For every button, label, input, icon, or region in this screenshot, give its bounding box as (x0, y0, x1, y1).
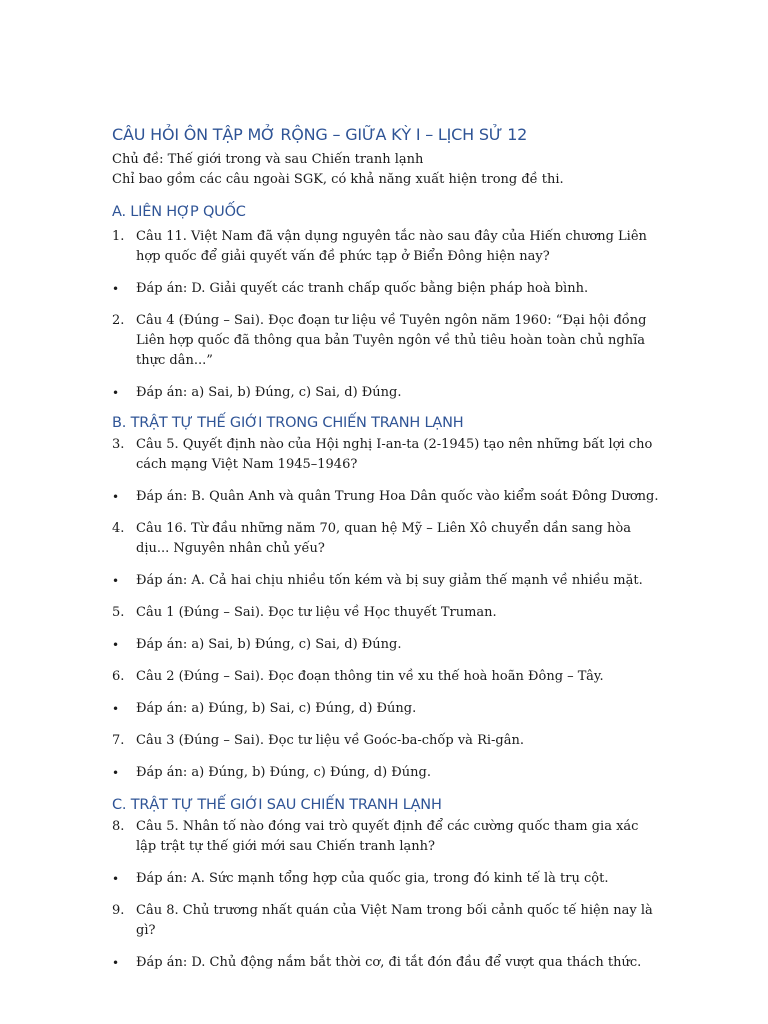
section-heading: C. TRẬT TỰ THẾ GIỚI SAU CHIẾN TRANH LẠNH (112, 797, 442, 813)
answer-item (112, 571, 660, 591)
bullet-icon: • (112, 574, 120, 588)
answer-text: Đáp án: D. Giải quyết các tranh chấp quốc bằng biện pháp hoà bình. (136, 281, 589, 296)
question-text: Câu 11. Việt Nam đã vận dụng nguyên tắc nào sau đây của Hiến chương Liên hợp quốc để giải quyết vấn đề phức tạp ở Biển Đông hiện nay? (136, 229, 647, 264)
question-item (112, 603, 660, 623)
section-a (112, 202, 660, 403)
question-number: 1. (112, 229, 125, 244)
bullet-icon: • (112, 956, 120, 970)
document-note: Chỉ bao gồm các câu ngoài SGK, có khả năng xuất hiện trong đề thi. (112, 172, 564, 187)
section-b (112, 413, 660, 783)
question-number: 3. (112, 437, 125, 452)
question-item (112, 731, 660, 751)
answer-text: Đáp án: A. Cả hai chịu nhiều tốn kém và bị suy giảm thế mạnh về nhiều mặt. (136, 573, 643, 588)
answer-text: Đáp án: a) Đúng, b) Sai, c) Đúng, d) Đúng. (136, 701, 417, 716)
answer-item (112, 635, 660, 655)
bullet-icon: • (112, 282, 120, 296)
question-number: 6. (112, 669, 125, 684)
question-number: 2. (112, 313, 125, 328)
bullet-icon: • (112, 872, 120, 886)
bullet-icon: • (112, 490, 120, 504)
question-item (112, 901, 660, 941)
answer-item (112, 383, 660, 403)
question-text: Câu 5. Quyết định nào của Hội nghị I-an-ta (2-1945) tạo nên những bất lợi cho cách mạng Việt Nam 1945–1946? (136, 437, 653, 472)
question-text: Câu 16. Từ đầu những năm 70, quan hệ Mỹ – Liên Xô chuyển dần sang hòa dịu... Nguyên nhân chủ yếu? (136, 521, 631, 556)
answer-item (112, 699, 660, 719)
document-page (112, 124, 660, 973)
answer-item (112, 487, 660, 507)
bullet-icon: • (112, 702, 120, 716)
section-heading: A. LIÊN HỢP QUỐC (112, 204, 246, 220)
bullet-icon: • (112, 638, 120, 652)
bullet-icon: • (112, 766, 120, 780)
answer-item (112, 763, 660, 783)
document-topic: Chủ đề: Thế giới trong và sau Chiến tranh lạnh (112, 152, 424, 167)
question-number: 9. (112, 903, 125, 918)
answer-text: Đáp án: a) Sai, b) Đúng, c) Sai, d) Đúng. (136, 385, 402, 400)
section-heading: B. TRẬT TỰ THẾ GIỚI TRONG CHIẾN TRANH LẠNH (112, 415, 464, 431)
question-text: Câu 8. Chủ trương nhất quán của Việt Nam trong bối cảnh quốc tế hiện nay là gì? (136, 903, 653, 938)
answer-text: Đáp án: a) Đúng, b) Đúng, c) Đúng, d) Đúng. (136, 765, 431, 780)
answer-text: Đáp án: A. Sức mạnh tổng hợp của quốc gia, trong đó kinh tế là trụ cột. (136, 871, 609, 886)
question-text: Câu 4 (Đúng – Sai). Đọc đoạn tư liệu về Tuyên ngôn năm 1960: “Đại hội đồng Liên hợp quốc đã thông qua bản Tuyên ngôn về thủ tiêu hoàn toàn chủ nghĩa thực dân...” (136, 313, 647, 368)
question-number: 8. (112, 819, 125, 834)
answer-text: Đáp án: a) Sai, b) Đúng, c) Sai, d) Đúng. (136, 637, 402, 652)
question-item (112, 435, 660, 475)
bullet-icon: • (112, 386, 120, 400)
question-item (112, 311, 660, 371)
question-item (112, 227, 660, 267)
question-text: Câu 2 (Đúng – Sai). Đọc đoạn thông tin về xu thế hoà hoãn Đông – Tây. (136, 669, 604, 684)
question-item (112, 519, 660, 559)
question-text: Câu 3 (Đúng – Sai). Đọc tư liệu về Goóc-ba-chốp và Ri-gân. (136, 733, 524, 748)
document-title: CÂU HỎI ÔN TẬP MỞ RỘNG – GIỮA KỲ I – LỊCH SỬ 12 (112, 125, 528, 144)
section-c (112, 795, 660, 973)
question-item (112, 817, 660, 857)
question-text: Câu 1 (Đúng – Sai). Đọc tư liệu về Học thuyết Truman. (136, 605, 497, 620)
answer-item (112, 869, 660, 889)
question-text: Câu 5. Nhân tố nào đóng vai trò quyết định để các cường quốc tham gia xác lập trật tự thế giới mới sau Chiến tranh lạnh? (136, 819, 639, 854)
answer-text: Đáp án: D. Chủ động nắm bắt thời cơ, đi tắt đón đầu để vượt qua thách thức. (136, 955, 642, 970)
question-number: 5. (112, 605, 125, 620)
question-item (112, 667, 660, 687)
question-number: 4. (112, 521, 125, 536)
answer-item (112, 279, 660, 299)
answer-item (112, 953, 660, 973)
question-number: 7. (112, 733, 125, 748)
answer-text: Đáp án: B. Quân Anh và quân Trung Hoa Dân quốc vào kiểm soát Đông Dương. (136, 489, 659, 504)
